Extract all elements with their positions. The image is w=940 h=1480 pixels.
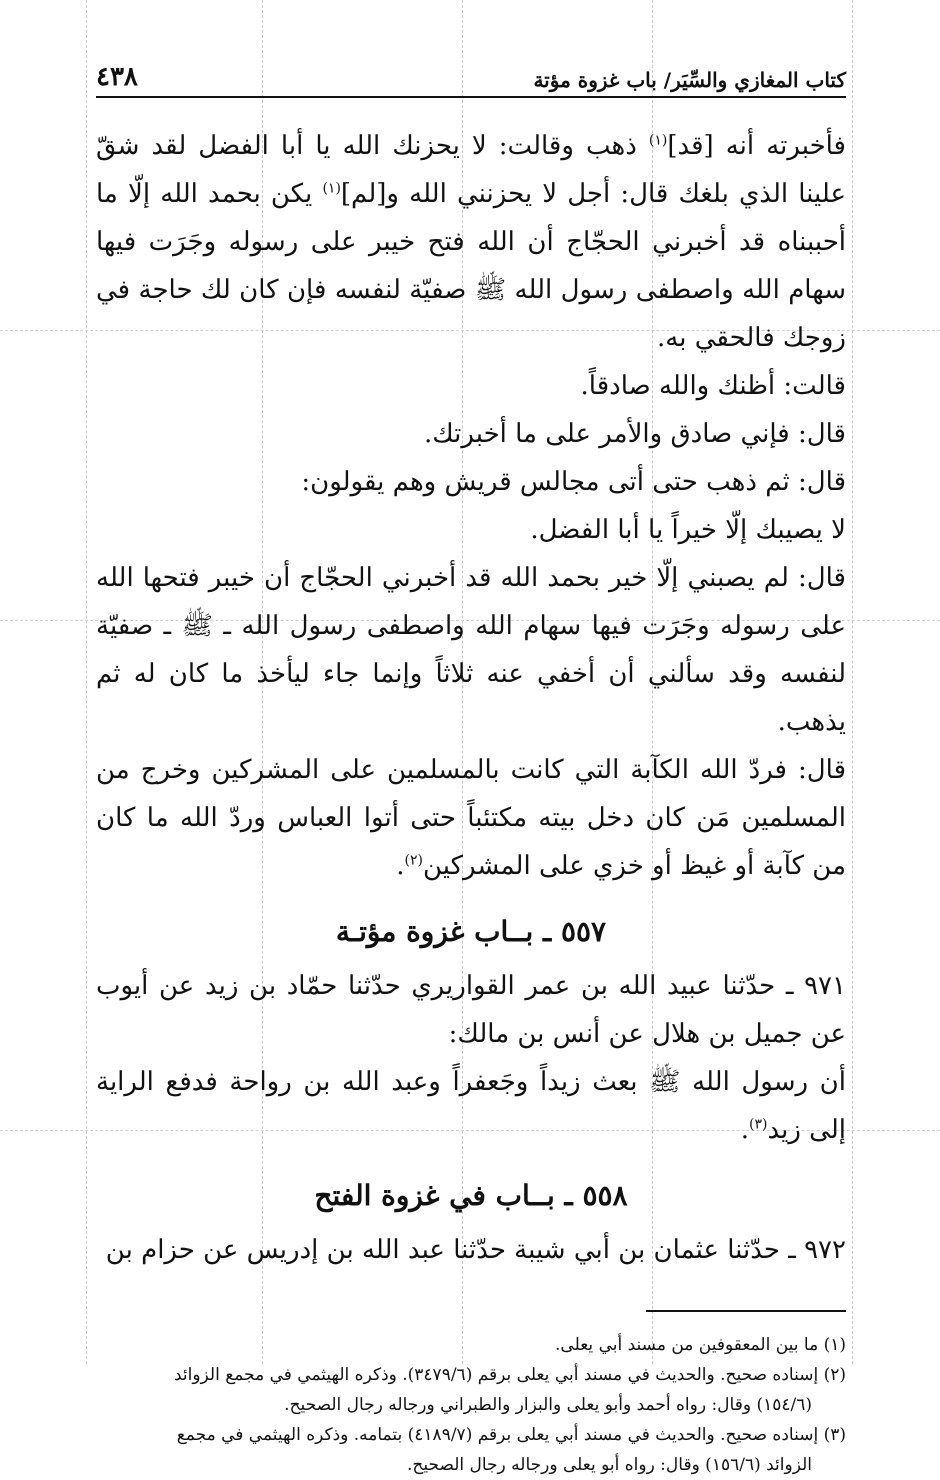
running-title: كتاب المغازي والسِّيَر/ باب غزوة مؤتة [533, 68, 846, 92]
paragraph: قال: ثم ذهب حتى أتى مجالس قريش وهم يقولون: [301, 467, 846, 497]
page-number: ٤٣٨ [96, 62, 138, 92]
footnote-mark: (١) [322, 180, 341, 197]
page-header [96, 48, 846, 98]
hadith-line: ٩٧١ ـ حدّثنا عبيد الله بن عمر القواريري حدّثنا حمّاد بن زيد عن أيوب عن جميل بن هلال عن أنس بن مالك: [96, 971, 846, 1049]
book-page [96, 48, 847, 1475]
footnote: (١) ما بين المعقوفين من مسند أبي يعلى. [555, 1335, 846, 1355]
chapter-heading: ٥٥٨ ـ بــاب في غزوة الفتح [314, 1179, 628, 1212]
chapter-heading: ٥٥٧ ـ بــاب غزوة مؤتـة [335, 915, 607, 948]
footnote-mark: (٢) [404, 852, 423, 869]
footnotes [96, 1330, 846, 1480]
footnote: (٣) إسناده صحيح. والحديث في مسند أبي يعلى برقم (٤١٨٩/٧) بتمامه. وذكره الهيثمي في مجمع [176, 1425, 846, 1445]
paragraph: قال: فإني صادق والأمر على ما أخبرتك. [423, 419, 846, 449]
footnote-mark: (٣) [749, 1116, 768, 1133]
guide-line [852, 0, 853, 1364]
paragraph: فأخبرته أنه [قد]$^{(١)}$ ذهب وقالت: لا يحزنك الله يا أبا الفضل لقد شقّ علينا الذي بلغك قال: أجل لا يحزنني الله و[لم]$^{(١)}$ يكن بحمد الله إلّا ما أحببناه قد أخبرني الحجّاج أن الله فتح خيبر على رسوله وجَرَت فيها سهام الله واصطفى رسول الله ﷺ صفيّة لنفسه فإن كان لك حاجة في زوجك فالحقي به. [96, 131, 846, 353]
guide-line [86, 0, 87, 1364]
footnote-separator [646, 1310, 846, 1312]
footnote: الزوائد (١٥٦/٦) وقال: رواه أبو يعلى ورجاله رجال الصحيح. [406, 1455, 812, 1475]
paragraph: قالت: أظنك والله صادقاً. [580, 371, 846, 401]
paragraph: قال: لم يصبني إلّا خير بحمد الله قد أخبرني الحجّاج أن خيبر فتحها الله على رسوله وجَرَت فيها سهام الله واصطفى رسول الله ـ ﷺ ـ صفيّة لنفسه وقد سألني أن أخفي عنه ثلاثاً وإنما جاء ليأخذ ما كان له ثم يذهب. [96, 563, 847, 737]
footnote-mark: (١) [648, 132, 668, 149]
hadith-line: ٩٧٢ ـ حدّثنا عثمان بن أبي شيبة حدّثنا عبد الله بن إدريس عن حزام بن [105, 1235, 846, 1265]
hadith-line: أن رسول الله ﷺ بعث زيداً وجَعفراً وعبد الله بن رواحة فدفع الراية إلى زيد$^{(٣)}$. [96, 1067, 846, 1145]
body-text [96, 122, 846, 1274]
paragraph: لا يصيبك إلّا خيراً يا أبا الفضل. [530, 515, 846, 545]
footnote: (١٥٤/٦) وقال: رواه أحمد وأبو يعلى والبزار والطبراني ورجاله رجال الصحيح. [284, 1395, 812, 1415]
paragraph: قال: فردّ الله الكآبة التي كانت بالمسلمين على المشركين وخرج من المسلمين مَن كان دخل بيته مكتئباً حتى أتوا العباس وردّ الله ما كان من كآبة أو غيظ أو خزي على المشركين$^{(٢)}$. [96, 755, 846, 881]
footnote: (٢) إسناده صحيح. والحديث في مسند أبي يعلى برقم (٣٤٧٩/٦). وذكره الهيثمي في مجمع الزوائد [173, 1365, 846, 1385]
